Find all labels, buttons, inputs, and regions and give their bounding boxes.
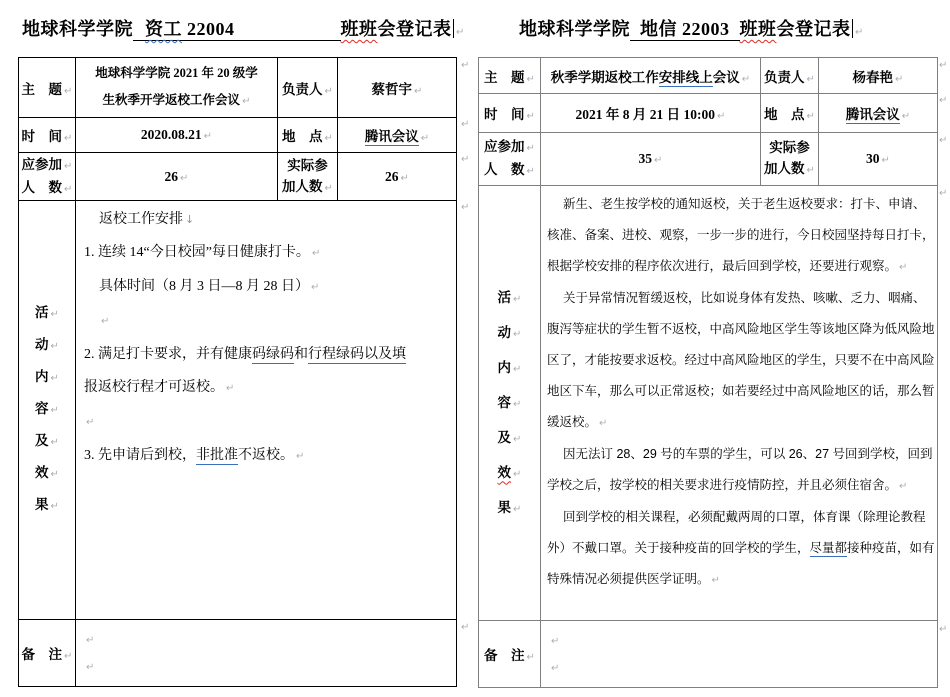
paragraph-mark: ↵: [311, 248, 321, 259]
row-end-mark: ↵: [939, 624, 948, 635]
paragraph-mark: ↵: [414, 85, 423, 97]
paragraph-mark: ↵: [50, 437, 59, 448]
topic-value-cell: [76, 58, 278, 118]
underlined-text: 腾讯会议: [364, 129, 419, 144]
paragraph-mark: ↵: [551, 663, 560, 674]
underlined-text: 安排线上: [658, 69, 713, 85]
text-segment: 根据学校安排的程序依次进行，最后回到学校，还要进行观察。: [547, 259, 898, 273]
table-row: [19, 118, 457, 153]
paragraph-mark: ↵: [806, 111, 815, 122]
paragraph-mark: ↵: [86, 417, 95, 428]
content-line: [547, 251, 931, 283]
table-row: [479, 133, 938, 186]
table-row: [19, 58, 457, 118]
content-line: [547, 345, 935, 376]
title-suffix: 会登记表: [377, 19, 452, 39]
activity-label-cell: [479, 186, 541, 621]
actual-value: 26: [385, 168, 399, 184]
activity-label-char: 动 ↵: [497, 324, 522, 340]
time-value: 2021 年 8 月 21 日 10:00: [575, 107, 716, 122]
paragraph-mark: ↵: [296, 451, 305, 462]
expected-value: 26: [164, 168, 179, 184]
row-end-mark: ↵: [461, 119, 470, 130]
time-label: 时 间: [484, 107, 525, 122]
paragraph-mark: ↵: [180, 172, 189, 184]
underlined-text: 尽量都: [809, 541, 848, 555]
content-line: [547, 314, 935, 345]
expected-label-cell: 应参加 ↵ 人 数 ↵: [19, 153, 76, 201]
paragraph-mark: ↵: [895, 73, 904, 85]
text-segment: 3. 先申请后到校，: [84, 448, 196, 463]
text-segment: 区了，才能按要求返校。经过中高风险地区的学生，只要不在中高风险: [547, 353, 935, 367]
content-line: [547, 376, 935, 407]
text-segment: 2. 满足打卡要求，并有健康: [84, 347, 252, 362]
place-value: [365, 129, 419, 146]
content-line: [84, 203, 448, 236]
paragraph-mark: ↵: [64, 183, 73, 195]
content-line: [547, 189, 931, 220]
paragraph-mark: ↵: [741, 73, 751, 85]
activity-label-char: 活 ↵: [35, 305, 59, 320]
line-break-mark: ↓: [185, 213, 195, 226]
activity-label-char: 活 ↵: [497, 289, 522, 305]
text-segment: 关于异常情况暂缓返校，比如说身体有发热、咳嗽、乏力、咽痛、: [563, 291, 926, 305]
paragraph-mark: ↵: [513, 293, 522, 305]
activity-label-char: 及 ↵: [497, 429, 522, 445]
title-class-name: 资工: [145, 19, 182, 39]
paragraph-mark: ↵: [420, 133, 430, 144]
text-segment: 特殊情况必须提供医学证明。: [547, 572, 710, 586]
underlined-text: 非批准: [196, 448, 238, 463]
text-segment: 学校之后，按学校的相关要求进行疫情防控，并且必须住宿舍。: [547, 478, 898, 492]
topic-value-cell: [541, 58, 761, 94]
expected-value-cell: [541, 133, 761, 186]
content-line: [547, 439, 931, 470]
activity-label-cell: [19, 201, 76, 620]
paragraph-mark: ↵: [64, 133, 73, 144]
activity-label-char: 果 ↵: [35, 497, 59, 512]
text-segment: 核准、备案、进校、观察，一步一步的进行，今日校园坚持每日打卡，: [547, 228, 935, 242]
table-row: [19, 620, 457, 687]
place-label-cell: [761, 94, 819, 133]
text-segment: 腹泻等症状的学生暂不返校，中高风险地区学生等该地区降为低风险地: [547, 322, 935, 336]
remark-label: 备 注: [21, 647, 63, 662]
actual-value: 30: [866, 151, 880, 166]
row-end-mark: ↵: [461, 622, 470, 633]
text-segment: 返校工作安排: [99, 212, 183, 227]
paragraph-mark: ↵: [513, 468, 522, 480]
table-row: [19, 201, 457, 620]
text-segment: 新生、老生按学校的通知返校，关于老生返校要求：打卡、申请、: [563, 197, 926, 211]
paragraph-mark: ↵: [899, 262, 908, 273]
meeting-table-right[interactable]: [478, 57, 938, 688]
doc-title-right: [519, 15, 864, 41]
paragraph-mark: ↵: [899, 481, 908, 492]
paragraph-mark: ↵: [324, 133, 333, 144]
underlined-text: 行程绿码以及填: [308, 347, 406, 362]
expected-label-cell: 应参加 ↵ 人 数 ↵: [479, 133, 541, 186]
topic-label-cell: [479, 58, 541, 94]
text-segment: 1. 连续 14“今日校园”每日健康打卡。: [84, 245, 310, 260]
content-line: [547, 283, 931, 314]
activity-content-cell[interactable]: [76, 201, 457, 620]
leader-value-cell: [819, 58, 938, 94]
title-school: 地球科学学院: [22, 19, 133, 39]
paragraph-mark: ↵: [50, 341, 59, 352]
paragraph-mark: ↵: [526, 652, 535, 663]
row-end-mark: ↵: [939, 135, 948, 146]
activity-label-char: 动 ↵: [35, 337, 59, 352]
paragraph-mark: ↵: [242, 96, 251, 107]
paragraph-mark: ↵: [50, 309, 59, 320]
time-label-cell: [479, 94, 541, 133]
paragraph-mark: ↵: [50, 373, 59, 384]
paragraph-mark: ↵: [513, 503, 522, 515]
title-class-number: 地信 22003: [640, 19, 730, 39]
table-row: [19, 153, 457, 201]
paragraph-mark: ↵: [513, 433, 522, 445]
place-value-cell: [338, 118, 457, 153]
content-line: [84, 270, 448, 304]
paragraph-mark: ↵: [456, 27, 465, 38]
row-end-mark: ↵: [461, 60, 470, 71]
paragraph-mark: ↵: [806, 165, 815, 176]
activity-label-char: 效 ↵: [35, 465, 59, 480]
paragraph-mark: ↵: [64, 85, 73, 97]
place-value: [846, 107, 900, 124]
leader-value: 蔡哲宇: [371, 81, 413, 97]
content-line: [547, 220, 935, 251]
time-value-cell: [76, 118, 278, 153]
row-end-mark: ↵: [461, 202, 470, 213]
table-row: [479, 186, 938, 621]
content-line: [547, 407, 931, 439]
paragraph-mark: ↵: [64, 160, 73, 172]
paragraph-mark: ↵: [526, 111, 535, 122]
text-segment: 外）不戴口罩。关于接种疫苗的回学校的学生，: [547, 541, 810, 555]
title-suffix-wavy: 班班: [340, 19, 378, 39]
leader-value: 杨春艳: [852, 69, 894, 85]
paragraph-mark: ↵: [226, 383, 235, 394]
activity-label-char: 内 ↵: [35, 369, 59, 384]
paragraph-mark: ↵: [86, 662, 95, 673]
text-segment: 报返校行程才可返校。: [84, 380, 224, 395]
row-end-mark: ↵: [939, 188, 948, 199]
content-line: [84, 304, 448, 338]
text-segment: 具体时间（8 月 3 日—8 月 28 日）: [99, 279, 309, 294]
text-cursor: [453, 19, 455, 38]
actual-value-cell: [338, 153, 457, 201]
paragraph-mark: ↵: [86, 635, 95, 646]
actual-label-cell: 实际参 加人数 ↵: [761, 133, 819, 186]
paragraph-mark: ↵: [526, 166, 535, 177]
content-line: [84, 338, 448, 371]
text-cursor: [852, 19, 854, 38]
paragraph-mark: ↵: [50, 469, 59, 480]
place-value-cell: [819, 94, 938, 133]
leader-label-cell: [761, 58, 819, 94]
topic-value-line2: 生秋季开学返校工作会议 ↵: [102, 93, 251, 107]
expected-value-cell: [76, 153, 278, 201]
activity-label-vertical: [479, 281, 540, 526]
paragraph-mark: ↵: [806, 73, 815, 85]
topic-value: [551, 70, 740, 87]
leader-label: 负责人: [282, 81, 323, 97]
time-value-cell: [541, 94, 761, 133]
title-underline-group: [630, 19, 740, 41]
content-line: [84, 405, 448, 439]
leader-label: 负责人: [764, 69, 805, 85]
place-label: 地 点: [764, 107, 805, 122]
paragraph-mark: ↵: [50, 501, 59, 512]
underlined-text: 腾讯会议: [845, 107, 900, 122]
paragraph-mark: ↵: [551, 636, 560, 647]
time-label-cell: [19, 118, 76, 153]
remark-label: 备 注: [484, 648, 525, 663]
text-segment: 接种疫苗，如有: [847, 541, 935, 555]
remark-content-cell[interactable]: [541, 621, 938, 688]
topic-label-cell: [19, 58, 76, 118]
time-value: 2020.08.21: [140, 127, 202, 142]
paragraph-mark: ↵: [400, 172, 409, 184]
paragraph-mark: ↵: [599, 418, 608, 429]
paragraph-mark: ↵: [901, 111, 911, 122]
expected-value: 35: [638, 151, 653, 166]
paragraph-mark: ↵: [324, 182, 333, 194]
topic-value-line1: 地球科学学院 2021 年 20 级学: [95, 66, 258, 80]
text-segment: 回到学校的相关课程，必须配戴两周的口罩，体育课（除理论教程: [563, 510, 926, 524]
paragraph-mark: ↵: [101, 316, 110, 327]
text-segment: 秋季学期返校工作: [550, 69, 659, 85]
content-line: [547, 502, 931, 533]
activity-content-cell[interactable]: [541, 186, 938, 621]
topic-label: 主 题: [21, 81, 63, 97]
text-segment: 因无法订 28、29 号的车票的学生，可以 26、27 号回到学校，回到: [563, 447, 933, 461]
meeting-table-left[interactable]: [18, 57, 457, 687]
table-row: [479, 621, 938, 688]
paragraph-mark: ↵: [203, 131, 213, 142]
paragraph-mark: ↵: [711, 575, 720, 586]
paragraph-mark: ↵: [50, 405, 59, 416]
document-page-right[interactable]: [475, 0, 950, 697]
title-school: 地球科学学院: [519, 19, 630, 39]
row-end-mark: ↵: [939, 60, 948, 71]
paragraph-mark: ↵: [526, 73, 535, 85]
text-segment: 会议: [712, 69, 740, 85]
content-line: [547, 470, 931, 502]
paragraph-mark: ↵: [513, 363, 522, 375]
content-line: [84, 236, 448, 270]
leader-label-cell: [278, 58, 338, 118]
text-segment: 地区下车，那么可以正常返校；如若要经过中高风险地区的话，那么暂: [547, 384, 935, 398]
place-label-cell: [278, 118, 338, 153]
leader-value-cell: [338, 58, 457, 118]
activity-label-char: 容 ↵: [35, 401, 59, 416]
activity-label-char: 及 ↵: [35, 433, 59, 448]
remark-label-cell: [19, 620, 76, 687]
row-end-mark: ↵: [461, 154, 470, 165]
paragraph-mark: ↵: [513, 328, 522, 340]
paragraph-mark: ↵: [64, 651, 73, 662]
paragraph-mark: ↵: [717, 111, 726, 122]
content-line: [547, 564, 931, 596]
title-suffix: 会登记表: [776, 19, 851, 39]
topic-label: 主 题: [484, 69, 525, 85]
activity-label-char: 容 ↵: [497, 394, 522, 410]
row-end-mark: ↵: [939, 95, 948, 106]
activity-label-char: 效 ↵: [497, 464, 522, 480]
actual-value-cell: [819, 133, 938, 186]
paragraph-mark: ↵: [526, 143, 535, 154]
text-segment: 不返校。: [238, 448, 294, 463]
table-row: [479, 94, 938, 133]
paragraph-mark: ↵: [654, 155, 663, 166]
title-underline-group: [133, 19, 341, 41]
time-label: 时 间: [21, 129, 63, 144]
paragraph-mark: ↵: [311, 282, 320, 293]
place-label: 地 点: [282, 129, 323, 144]
paragraph-mark: ↵: [855, 27, 864, 38]
title-class-number: 22004: [182, 19, 235, 39]
activity-label-char: 果 ↵: [497, 499, 522, 515]
content-line: [84, 439, 448, 473]
activity-label-char: 内 ↵: [497, 359, 522, 375]
paragraph-mark: ↵: [324, 85, 333, 97]
remark-content-cell[interactable]: [76, 620, 457, 687]
content-line: [84, 371, 448, 405]
text-segment: 缓返校。: [547, 415, 598, 429]
content-line: [547, 533, 935, 564]
paragraph-mark: ↵: [513, 398, 522, 410]
remark-label-cell: [479, 621, 541, 688]
table-row: [479, 58, 938, 94]
activity-label-vertical: [19, 298, 75, 522]
text-segment: 和: [294, 347, 308, 362]
underlined-text: 码绿码: [252, 347, 294, 362]
doc-title-left: [22, 15, 465, 41]
title-suffix-wavy: 班班: [739, 19, 777, 39]
paragraph-mark: ↵: [881, 155, 890, 166]
actual-label-cell: 实际参 加人数 ↵: [278, 153, 338, 201]
